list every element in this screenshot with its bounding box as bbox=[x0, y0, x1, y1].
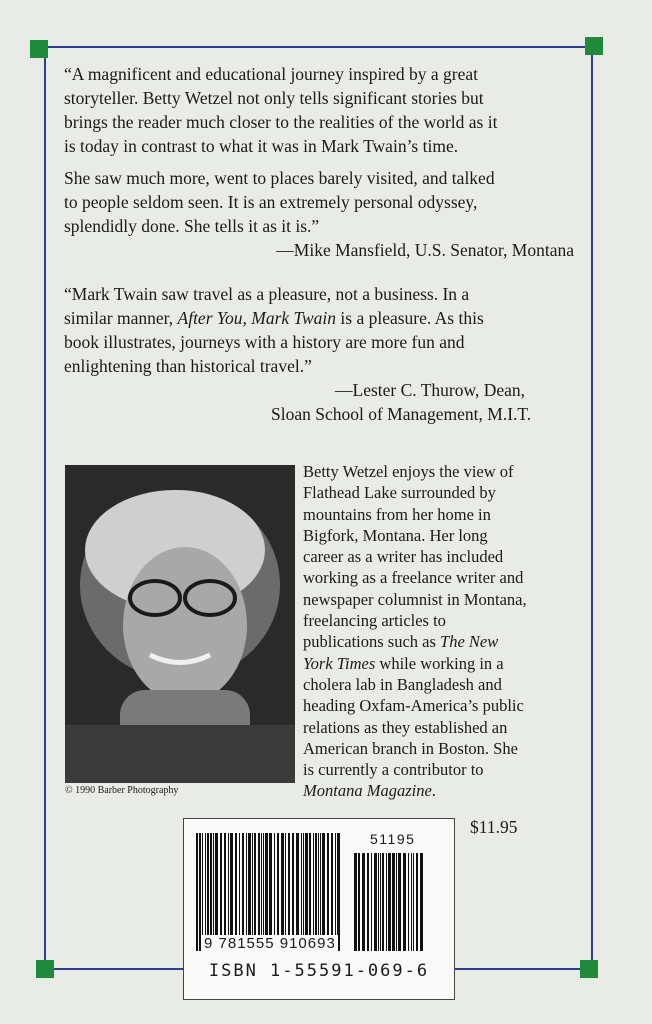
quote2-text: is a pleasure. As this bbox=[336, 308, 484, 328]
barcode-bar bbox=[258, 833, 260, 951]
barcode-bar bbox=[254, 833, 256, 951]
corner-square-br bbox=[580, 960, 598, 978]
bio-line bbox=[303, 631, 603, 652]
barcode-bar bbox=[411, 853, 412, 951]
barcode-bar bbox=[318, 833, 319, 951]
barcode-bar bbox=[403, 853, 406, 951]
barcode-bar bbox=[354, 853, 357, 951]
bio-line: freelancing articles to bbox=[303, 611, 446, 631]
barcode-bar bbox=[205, 833, 206, 951]
barcode-bar bbox=[378, 853, 379, 951]
quote1-line: brings the reader much closer to the realities of the world as it bbox=[64, 112, 498, 132]
bio-line: newspaper columnist in Montana, bbox=[303, 589, 527, 609]
author-bio bbox=[303, 461, 603, 802]
ean-barcode bbox=[196, 833, 342, 951]
barcode-bar bbox=[327, 833, 329, 951]
barcode-bar bbox=[413, 853, 414, 951]
frame-left-line bbox=[44, 40, 46, 974]
quote1-attribution: —Mike Mansfield, U.S. Senator, Montana bbox=[276, 240, 574, 260]
barcode-bar bbox=[281, 833, 284, 951]
quote1-line: to people seldom seen. It is an extremely personal odyssey, bbox=[64, 192, 478, 212]
barcode-bar bbox=[213, 833, 214, 951]
quote1-line: storyteller. Betty Wetzel not only tells significant stories but bbox=[64, 88, 484, 108]
barcode-bar bbox=[263, 833, 264, 951]
quote-mansfield bbox=[64, 62, 574, 262]
barcode-bar bbox=[248, 833, 251, 951]
barcode-bar bbox=[335, 833, 336, 951]
quote2-attribution-1: —Lester C. Thurow, Dean, bbox=[335, 380, 526, 400]
barcode-bar bbox=[202, 833, 203, 951]
barcode-bar bbox=[235, 833, 237, 951]
quote1-line: is today in contrast to what it was in Mark Twain’s time. bbox=[64, 136, 459, 156]
price: $11.95 bbox=[470, 817, 518, 837]
barcode-bar bbox=[246, 833, 247, 951]
bio-text: . bbox=[431, 781, 436, 801]
frame-top-line bbox=[38, 46, 594, 48]
barcode-bar bbox=[320, 833, 321, 951]
bio-line: Betty Wetzel enjoys the view of bbox=[303, 462, 514, 481]
quote2-text: similar manner, bbox=[64, 308, 178, 328]
barcode-bar bbox=[313, 833, 314, 951]
barcode-bar bbox=[296, 833, 299, 951]
barcode-bar bbox=[367, 853, 369, 951]
quote1-line: splendidly done. She tells it as it is.” bbox=[64, 216, 320, 236]
barcode-bar bbox=[277, 833, 279, 951]
barcode-bar bbox=[386, 853, 387, 951]
bio-line: American branch in Boston. She bbox=[303, 738, 518, 758]
barcode-bar bbox=[269, 833, 272, 951]
barcode-bar bbox=[303, 833, 304, 951]
quote-thurow bbox=[64, 282, 574, 426]
corner-square-bl bbox=[36, 960, 54, 978]
barcode-bar bbox=[196, 833, 198, 951]
barcode-bar bbox=[224, 833, 226, 951]
barcode-bar bbox=[274, 833, 275, 951]
bio-line bbox=[303, 780, 603, 801]
barcode-bar bbox=[301, 833, 302, 951]
bio-line: heading Oxfam-America’s public bbox=[303, 696, 524, 716]
barcode-bar bbox=[228, 833, 229, 951]
barcode-bar bbox=[220, 833, 222, 951]
quote2-line: “Mark Twain saw travel as a pleasure, not a business. In a bbox=[64, 284, 470, 304]
addon-digits: 51195 bbox=[370, 831, 416, 847]
barcode-bar bbox=[288, 833, 290, 951]
barcode-bar bbox=[239, 833, 240, 951]
author-photo bbox=[65, 465, 295, 783]
barcode-bar bbox=[265, 833, 268, 951]
barcode-bar bbox=[210, 833, 212, 951]
barcode-bar bbox=[215, 833, 218, 951]
bio-line: Flathead Lake surrounded by bbox=[303, 483, 496, 503]
barcode-bar bbox=[416, 853, 418, 951]
corner-square-tr bbox=[585, 37, 603, 55]
bio-line: career as a writer has included bbox=[303, 547, 504, 567]
bio-line: working as a freelance writer and bbox=[303, 568, 524, 588]
corner-square-tl bbox=[30, 40, 48, 58]
barcode-bar bbox=[358, 853, 360, 951]
barcode-bar bbox=[331, 833, 333, 951]
quote2-line: enlightening than historical travel.” bbox=[64, 356, 312, 376]
bio-line: cholera lab in Bangladesh and bbox=[303, 674, 502, 694]
barcode-bar bbox=[285, 833, 286, 951]
isbn-number: ISBN 1-55591-069-6 bbox=[208, 961, 430, 981]
barcode-bar bbox=[371, 853, 372, 951]
barcode-bar bbox=[382, 853, 384, 951]
bio-line bbox=[303, 653, 603, 674]
bio-line: is currently a contributor to bbox=[303, 760, 484, 780]
barcode-bar bbox=[207, 833, 209, 951]
barcode-bar bbox=[408, 853, 409, 951]
barcode-bar bbox=[322, 833, 325, 951]
quote1-line: “A magnificent and educational journey inspired by a great bbox=[64, 64, 479, 84]
barcode-bar bbox=[392, 853, 395, 951]
barcode-bar bbox=[362, 853, 365, 951]
quote2-line bbox=[64, 306, 574, 330]
publication-title: The New bbox=[440, 632, 499, 652]
barcode-bar bbox=[374, 853, 377, 951]
bio-line: relations as they established an bbox=[303, 717, 508, 737]
bio-line: mountains from her home in bbox=[303, 504, 491, 524]
barcode-bar bbox=[292, 833, 294, 951]
barcode-bar bbox=[199, 833, 201, 951]
barcode-bar bbox=[420, 853, 423, 951]
barcode-bar bbox=[252, 833, 253, 951]
bio-text: publications such as bbox=[303, 632, 441, 652]
barcode-bar bbox=[315, 833, 317, 951]
barcode-bar bbox=[396, 853, 397, 951]
barcode-bar bbox=[242, 833, 244, 951]
book-title: After You, Mark Twain bbox=[177, 308, 337, 328]
barcode-bar bbox=[380, 853, 381, 951]
barcode-bar bbox=[337, 833, 340, 951]
photo-credit: © 1990 Barber Photography bbox=[65, 785, 179, 796]
addon-barcode bbox=[354, 853, 425, 951]
publication-title: York Times bbox=[303, 653, 376, 673]
barcode-digits: 9 781555 910693 bbox=[204, 935, 336, 952]
barcode-box bbox=[183, 818, 455, 1000]
quote1-line: She saw much more, went to places barely visited, and talked bbox=[64, 168, 495, 188]
barcode-bar bbox=[261, 833, 262, 951]
barcode-bar bbox=[388, 853, 391, 951]
bio-text: while working in a bbox=[375, 653, 504, 673]
barcode-bar bbox=[398, 853, 401, 951]
quote2-attribution-2: Sloan School of Management, M.I.T. bbox=[271, 404, 532, 424]
barcode-bar bbox=[309, 833, 311, 951]
barcode-bar bbox=[305, 833, 308, 951]
bio-line: Bigfork, Montana. Her long bbox=[303, 525, 488, 545]
barcode-bar bbox=[230, 833, 233, 951]
publication-title: Montana Magazine bbox=[303, 781, 432, 801]
quote2-line: book illustrates, journeys with a history are more fun and bbox=[64, 332, 465, 352]
